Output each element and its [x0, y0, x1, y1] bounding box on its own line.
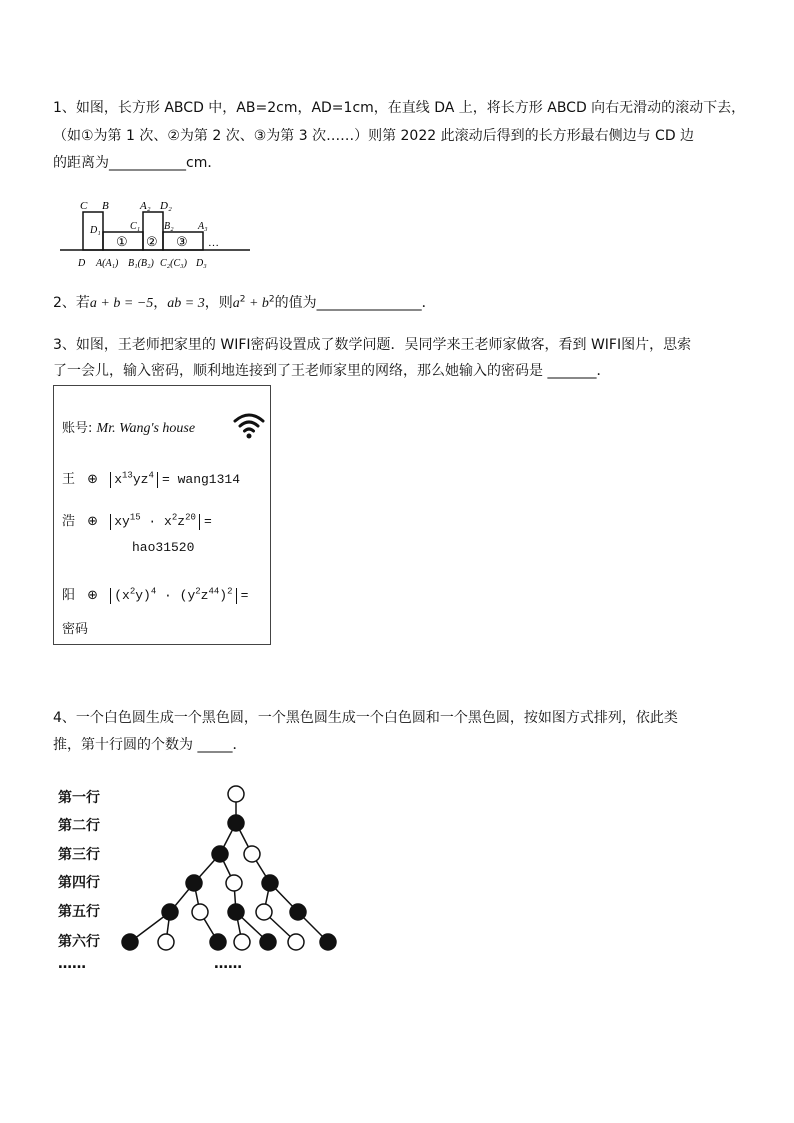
q3-line1: 3、如图，王老师把家里的 WIFI密码设置成了数学问题．吴同学来王老师家做客，看到 WIFI图片，思索	[53, 337, 692, 353]
row3-bracket: $(x^2y)^4 \cdot (y^2z^{44})^2$	[110, 588, 236, 604]
row1-bracket: $x^{13}yz^4$	[110, 472, 158, 488]
q2-expr-b: + b	[245, 296, 269, 311]
row1-char: 王	[62, 472, 76, 487]
q2-sep: ，	[153, 295, 168, 311]
row1-op: ⊕	[87, 472, 99, 487]
q4-line1: 4、一个白色圆生成一个黑色圆，一个黑色圆生成一个白色圆和一个黑色圆，按如图方式排列，依此类	[53, 710, 678, 726]
label-C2-C3: C₂(C₃)	[160, 258, 187, 269]
label-B2: B₂	[164, 221, 174, 232]
circle-r6-5	[260, 934, 276, 950]
row3-result: 密码	[62, 622, 89, 637]
circle-r5-1	[162, 904, 178, 920]
wifi-account-row	[62, 417, 195, 437]
q4-line2: 推，第十行圆的个数为 _____．	[53, 737, 247, 753]
wifi-row-yang	[62, 584, 248, 604]
wifi-password-card	[53, 385, 271, 645]
label-B: B	[102, 200, 109, 212]
account-label: 账号:	[62, 421, 93, 436]
row2-char: 浩	[62, 514, 76, 529]
row2-eq: =	[204, 514, 212, 529]
circle-r6-2	[158, 934, 174, 950]
label-D: D	[78, 258, 86, 269]
row2-op: ⊕	[87, 514, 99, 529]
circle-r1-1	[228, 786, 244, 802]
row3-char: 阳	[62, 588, 76, 603]
wifi-row-hao	[62, 510, 212, 530]
q2-exp-a: 2	[239, 294, 246, 305]
q1-line1: 1、如图，长方形 ABCD 中，AB=2cm，AD=1cm，在直线 DA 上，将长方形 ABCD 向右无滑动的滚动下去，	[53, 100, 746, 116]
circled-2: ②	[146, 234, 158, 249]
row-label-5: 第五行	[58, 904, 100, 920]
row2-bracket: $xy^{15} \cdot x^2z^{20}$	[110, 514, 200, 530]
row3-eq: =	[240, 588, 249, 603]
label-A2: A₂	[140, 200, 151, 212]
label-A-A1: A(A₁)	[96, 258, 119, 269]
circle-r4-3	[262, 875, 278, 891]
circle-r5-3	[228, 904, 244, 920]
circle-r6-6	[288, 934, 304, 950]
circle-r3-2	[244, 846, 260, 862]
account-name: Mr. Wang's house	[96, 421, 196, 436]
row1-result: = wang1314	[161, 472, 240, 487]
row-label-2: 第二行	[58, 818, 100, 834]
label-C: C	[80, 200, 88, 212]
circled-3: ③	[176, 234, 188, 249]
circle-r2-1	[228, 815, 244, 831]
q1-line3: 的距离为___________cm．	[53, 155, 222, 171]
circle-r3-1	[212, 846, 228, 862]
q2-cond2: ab = 3	[167, 296, 205, 311]
circle-r6-3	[210, 934, 226, 950]
circled-1: ①	[116, 234, 128, 249]
circle-r6-1	[122, 934, 138, 950]
row-label-6: 第六行	[58, 934, 100, 950]
q2-expr-a: a	[232, 296, 240, 311]
circle-r4-2	[226, 875, 242, 891]
row-label-ellipsis: ……	[58, 956, 86, 972]
label-B1-B2: B₁(B₂)	[128, 258, 154, 269]
q2-mid: ，则	[204, 295, 233, 311]
circle-r5-4	[256, 904, 272, 920]
label-C1: C₁	[130, 221, 141, 232]
label-D3: D₃	[196, 258, 207, 269]
row-label-3: 第三行	[58, 847, 100, 863]
q2-suffix: 的值为_______________．	[274, 295, 436, 311]
label-D2: D₂	[160, 200, 172, 212]
circle-r5-5	[290, 904, 306, 920]
figure-ellipsis: …	[208, 237, 219, 249]
label-A3: A₃	[198, 221, 208, 232]
row-label-4: 第四行	[58, 875, 100, 891]
q2-exp-b: 2	[268, 294, 275, 305]
label-D1: D₁	[90, 225, 101, 236]
row2-result: hao31520	[132, 540, 195, 555]
q3-line2: 了一会儿，输入密码，顺利地连接到了王老师家里的网络，那么她输入的密码是 _______．	[53, 363, 611, 379]
tree-ellipsis: ……	[214, 956, 242, 972]
wifi-row-wang	[62, 468, 240, 488]
q2-line	[53, 293, 436, 314]
q1-rectangle-figure	[58, 190, 258, 272]
q2-prefix: 2、若	[53, 295, 90, 311]
row3-op: ⊕	[87, 588, 99, 603]
circle-r6-7	[320, 934, 336, 950]
row-label-1: 第一行	[58, 790, 100, 806]
circle-tree-figure	[110, 780, 350, 960]
circle-r6-4	[234, 934, 250, 950]
wifi-icon	[232, 410, 266, 440]
circle-r5-2	[192, 904, 208, 920]
circle-r4-1	[186, 875, 202, 891]
q2-cond1: a + b = −5	[89, 296, 154, 311]
q1-line2: （如①为第 1 次、②为第 2 次、③为第 3 次……）则第 2022 此滚动后得到的长方形最右侧边与 CD 边	[53, 128, 695, 144]
